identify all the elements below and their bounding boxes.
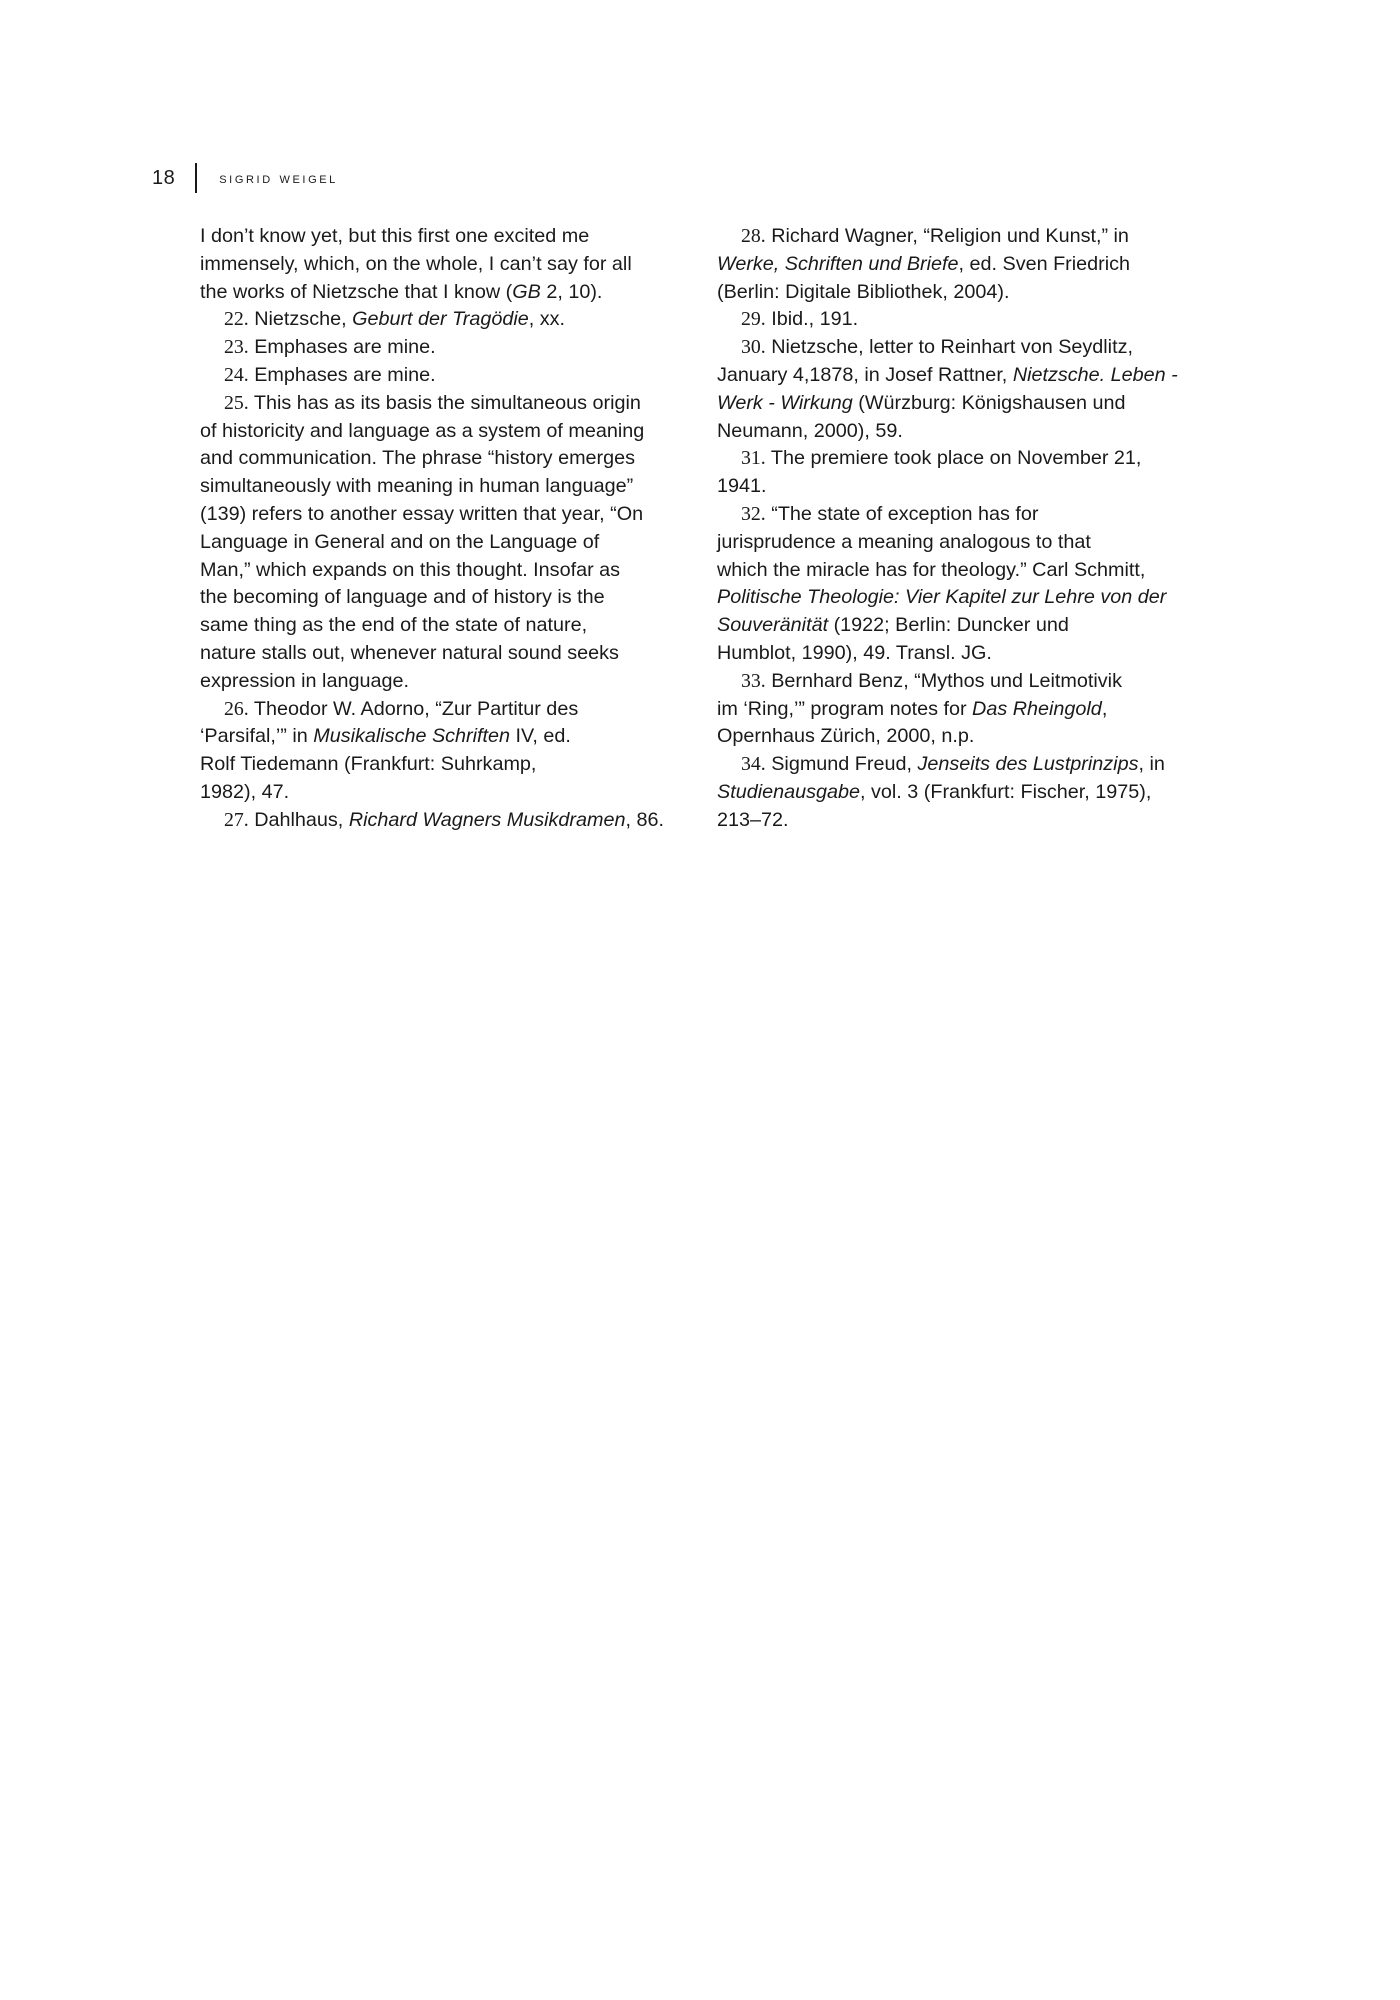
endnote-number: 26. — [224, 697, 249, 720]
endnote-25-line: expression in language. — [200, 669, 409, 692]
endnote-30-line: Neumann, 2000), 59. — [717, 419, 903, 442]
endnote-number: 29. — [741, 308, 766, 331]
endnote-32-line: jurisprudence a meaning analogous to that — [717, 530, 1091, 553]
endnote-34-line: 213–72. — [717, 808, 789, 831]
endnote-number: 30. — [741, 336, 766, 359]
endnote-26-line: ‘Parsifal,’” in Musikalische Schriften IV, ed. — [200, 725, 571, 748]
endnote-25: 25. This has as its basis the simultaneous origin — [224, 391, 641, 414]
endnote-32-line: Politische Theologie: Vier Kapitel zur Lehre von der — [717, 586, 1167, 609]
endnote-number: 32. — [741, 502, 766, 525]
running-head — [152, 163, 338, 193]
endnote-23: 23. Emphases are mine. — [224, 336, 436, 359]
endnote-30: 30. Nietzsche, letter to Reinhart von Seydlitz, — [741, 336, 1133, 359]
endnote-number: 31. — [741, 447, 766, 470]
endnote-22: 22. Nietzsche, Geburt der Tragödie, xx. — [224, 308, 566, 331]
endnote-32-line: Souveränität (1922; Berlin: Duncker und — [717, 614, 1069, 637]
endnote-number: 24. — [224, 363, 249, 386]
note-continuation-line: I don’t know yet, but this first one excited me — [200, 225, 590, 247]
endnote-25-line: same thing as the end of the state of nature, — [200, 614, 588, 637]
note-continuation-line: the works of Nietzsche that I know (GB 2, 10). — [200, 280, 603, 303]
endnote-25-line: and communication. The phrase “history emerges — [200, 447, 636, 470]
endnote-26-line: Rolf Tiedemann (Frankfurt: Suhrkamp, — [200, 753, 537, 776]
endnote-25-line: nature stalls out, whenever natural sound seeks — [200, 641, 619, 664]
endnote-25-line: (139) refers to another essay written that year, “On — [200, 502, 644, 525]
endnote-number: 27. — [224, 808, 249, 831]
endnote-28-line: (Berlin: Digitale Bibliothek, 2004). — [717, 280, 1010, 303]
endnote-33-line: im ‘Ring,’” program notes for Das Rheingold, — [717, 697, 1108, 720]
endnote-number: 23. — [224, 336, 249, 359]
endnote-30-line: January 4,1878, in Josef Rattner, Nietzsche. Leben - — [717, 363, 1178, 386]
running-head-author: sigrid weigel — [219, 169, 338, 187]
endnote-25-line: Language in General and on the Language of — [200, 530, 600, 553]
endnote-31: 31. The premiere took place on November 21, — [741, 447, 1142, 470]
endnote-27: 27. Dahlhaus, Richard Wagners Musikdramen, 86. — [224, 808, 664, 831]
endnote-31-line: 1941. — [717, 475, 767, 498]
endnote-34: 34. Sigmund Freud, Jenseits des Lustprinzips, in — [741, 753, 1165, 776]
notes-column-right — [717, 223, 1207, 835]
notes-column-left — [200, 223, 686, 835]
endnote-26: 26. Theodor W. Adorno, “Zur Partitur des — [224, 697, 579, 720]
endnote-34-line: Studienausgabe, vol. 3 (Frankfurt: Fischer, 1975), — [717, 780, 1152, 803]
page-number: 18 — [152, 166, 176, 189]
endnote-30-line: Werk - Wirkung (Würzburg: Königshausen und — [717, 391, 1126, 414]
endnote-25-line: the becoming of language and of history is the — [200, 586, 605, 609]
endnote-25-line: of historicity and language as a system of meaning — [200, 419, 645, 442]
endnote-number: 33. — [741, 669, 766, 692]
endnote-28: 28. Richard Wagner, “Religion und Kunst,” in — [741, 225, 1129, 247]
endnote-25-line: simultaneously with meaning in human language” — [200, 475, 634, 498]
endnote-33-line: Opernhaus Zürich, 2000, n.p. — [717, 725, 975, 748]
endnote-number: 34. — [741, 753, 766, 776]
endnote-number: 22. — [224, 308, 249, 331]
endnote-29: 29. Ibid., 191. — [741, 308, 859, 331]
endnote-26-line: 1982), 47. — [200, 780, 290, 803]
endnote-32: 32. “The state of exception has for — [741, 502, 1039, 525]
endnote-33: 33. Bernhard Benz, “Mythos und Leitmotivik — [741, 669, 1122, 692]
endnote-number: 28. — [741, 225, 766, 247]
endnote-32-line: Humblot, 1990), 49. Transl. JG. — [717, 641, 992, 664]
endnote-25-line: Man,” which expands on this thought. Insofar as — [200, 558, 621, 581]
endnote-28-line: Werke, Schriften und Briefe, ed. Sven Friedrich — [717, 252, 1131, 275]
note-continuation-line: immensely, which, on the whole, I can’t say for all — [200, 252, 632, 275]
endnote-number: 25. — [224, 391, 249, 414]
endnote-32-line: which the miracle has for theology.” Carl Schmitt, — [717, 558, 1146, 581]
endnote-24: 24. Emphases are mine. — [224, 363, 436, 386]
header-divider — [195, 163, 197, 193]
